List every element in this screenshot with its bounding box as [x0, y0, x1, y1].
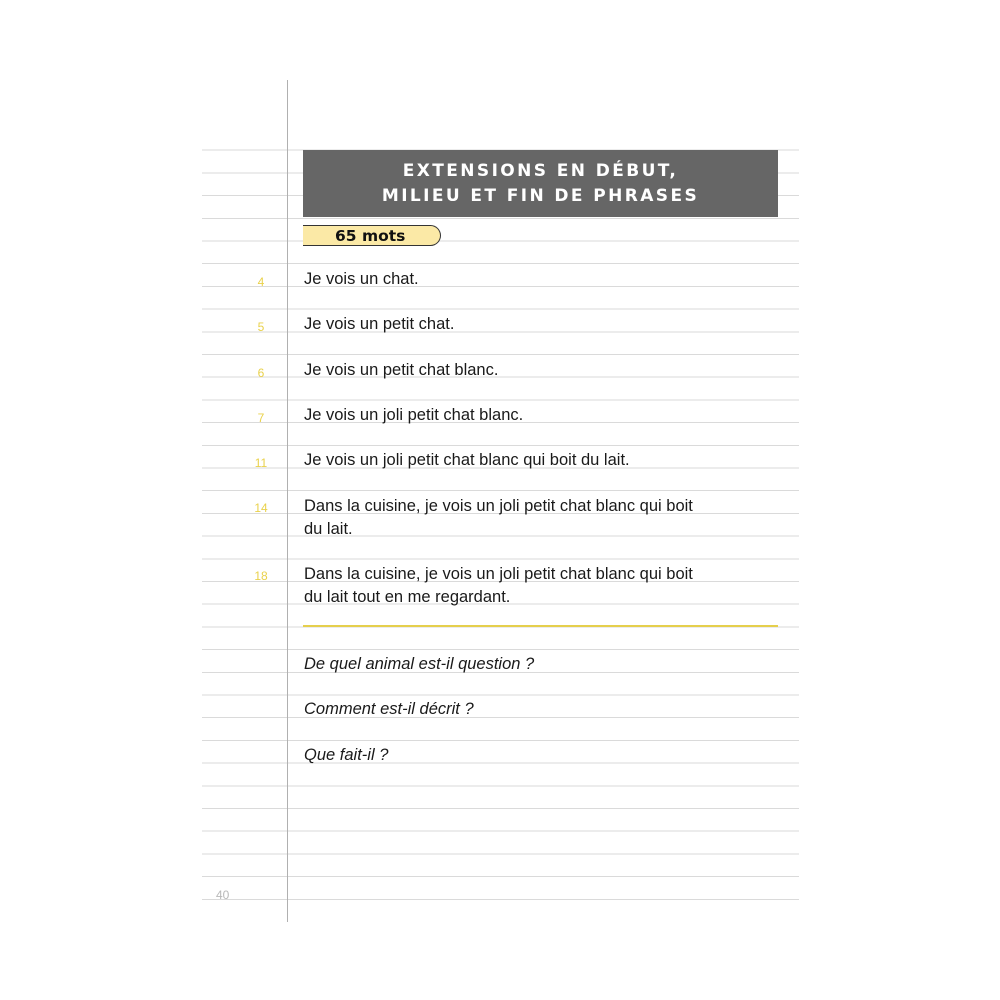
word-count-number: 6	[257, 366, 265, 380]
word-count-number: 4	[257, 275, 265, 289]
question-text: Comment est-il décrit ?	[304, 700, 474, 718]
word-count-number: 11	[254, 456, 268, 470]
margin-line	[287, 80, 288, 922]
section-title-line-2: MILIEU ET FIN DE PHRASES	[381, 185, 700, 206]
sentence-text-continued: du lait tout en me regardant.	[304, 588, 511, 606]
word-count-number: 7	[257, 411, 265, 425]
question-text: Que fait-il ?	[304, 746, 389, 764]
word-count-tab: 65 mots	[303, 225, 441, 246]
page-number: 40	[216, 888, 230, 902]
sentence-text-continued: du lait.	[304, 520, 353, 538]
section-divider	[303, 625, 778, 627]
section-title-banner	[303, 150, 778, 217]
sentence-text: Je vois un petit chat.	[304, 315, 455, 333]
sentence-text: Je vois un joli petit chat blanc qui boit du lait.	[304, 451, 630, 469]
sentence-text: Je vois un petit chat blanc.	[304, 361, 499, 379]
sentence-text: Je vois un joli petit chat blanc.	[304, 406, 524, 424]
sentence-text: Dans la cuisine, je vois un joli petit chat blanc qui boit	[304, 497, 693, 515]
sentence-text: Dans la cuisine, je vois un joli petit chat blanc qui boit	[304, 565, 693, 583]
word-count-number: 18	[254, 569, 268, 583]
word-count-number: 5	[257, 320, 265, 334]
sentence-text: Je vois un chat.	[304, 270, 419, 288]
word-count-number: 14	[254, 501, 268, 515]
question-text: De quel animal est-il question ?	[304, 655, 535, 673]
section-title-line-1: EXTENSIONS EN DÉBUT,	[402, 160, 679, 181]
